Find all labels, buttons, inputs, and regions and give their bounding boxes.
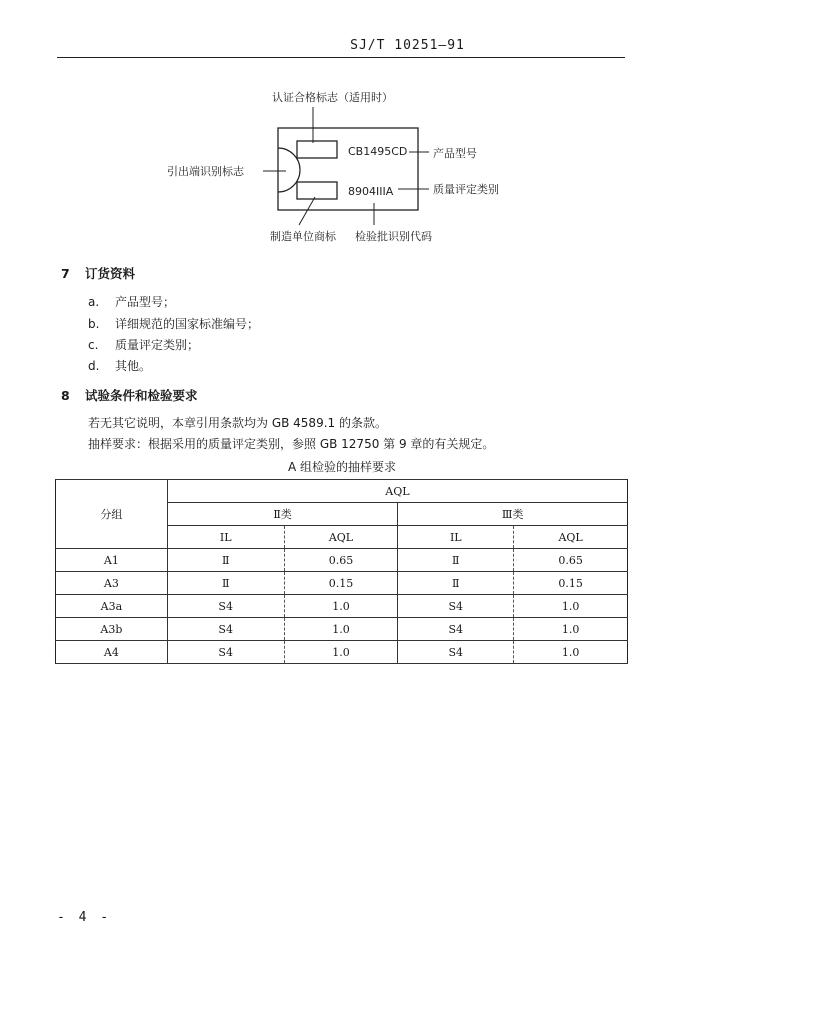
header-il-class-2: IL	[167, 526, 284, 549]
section-8-title: 试验条件和检验要求	[85, 388, 198, 403]
cell-group: A3b	[56, 618, 168, 641]
page-number: - 4 -	[57, 910, 112, 925]
cell-aql-class-3: 0.15	[514, 572, 628, 595]
label-quality-category: 质量评定类别	[433, 183, 499, 196]
header-group: 分组	[56, 480, 168, 549]
item-label: c.	[88, 338, 99, 352]
maker-mark-box	[297, 182, 337, 199]
cell-il-class-2: S4	[167, 618, 284, 641]
label-certification-mark: 认证合格标志（适用时）	[272, 91, 393, 104]
paragraph-conditions: 若无其它说明，本章引用条款均为 GB 4589.1 的条款。	[88, 416, 387, 430]
label-manufacturer-mark: 制造单位商标	[270, 230, 336, 243]
cell-aql-class-2: 1.0	[284, 595, 398, 618]
cell-il-class-2: S4	[167, 641, 284, 664]
sampling-table	[55, 479, 628, 664]
table-row	[56, 641, 628, 664]
cell-il-class-3: Ⅱ	[398, 572, 514, 595]
item-label: a.	[88, 295, 100, 309]
order-item-c	[88, 336, 199, 353]
cell-il-class-3: S4	[398, 595, 514, 618]
item-label: b.	[88, 317, 100, 331]
marking-diagram	[150, 85, 530, 245]
header-aql: AQL	[167, 480, 627, 503]
table-row	[56, 618, 628, 641]
cell-aql-class-3: 0.65	[514, 549, 628, 572]
leader-line-maker	[299, 197, 315, 225]
table-row	[56, 572, 628, 595]
cert-mark-box	[297, 141, 337, 158]
header-class-3: Ⅲ类	[398, 503, 628, 526]
header-il-class-3: IL	[398, 526, 514, 549]
cell-aql-class-2: 0.15	[284, 572, 398, 595]
label-batch-id: 检验批识别代码	[355, 230, 432, 243]
paragraph-sampling: 抽样要求：根据采用的质量评定类别，参照 GB 12750 第 9 章的有关规定。	[88, 437, 495, 451]
cell-il-class-2: Ⅱ	[167, 572, 284, 595]
model-code-text: CB1495CD	[348, 145, 408, 158]
cell-il-class-3: S4	[398, 618, 514, 641]
cell-aql-class-2: 0.65	[284, 549, 398, 572]
cell-il-class-2: S4	[167, 595, 284, 618]
cell-il-class-2: Ⅱ	[167, 549, 284, 572]
table-row	[56, 595, 628, 618]
item-text: 产品型号；	[115, 295, 176, 309]
header-rule	[57, 57, 625, 58]
label-product-model: 产品型号	[433, 147, 477, 160]
header-aql-class-3: AQL	[514, 526, 628, 549]
cell-group: A4	[56, 641, 168, 664]
table-row	[56, 549, 628, 572]
item-text: 详细规范的国家标准编号；	[115, 317, 260, 331]
order-item-b	[88, 315, 259, 332]
item-label: d.	[88, 359, 100, 373]
section-7-title: 订货资料	[85, 266, 136, 281]
header-class-2: Ⅱ类	[167, 503, 398, 526]
section-7-heading	[61, 264, 135, 282]
order-item-a	[88, 293, 175, 310]
cell-il-class-3: Ⅱ	[398, 549, 514, 572]
label-terminal-id: 引出端识别标志	[167, 165, 244, 178]
order-item-d	[88, 357, 151, 374]
cell-il-class-3: S4	[398, 641, 514, 664]
header-aql-class-2: AQL	[284, 526, 398, 549]
section-8-heading	[61, 386, 198, 404]
cell-group: A3a	[56, 595, 168, 618]
batch-code-text: 8904IIIA	[348, 185, 394, 198]
cell-aql-class-2: 1.0	[284, 641, 398, 664]
cell-group: A3	[56, 572, 168, 595]
item-text: 其他。	[115, 359, 152, 373]
document-code-header: SJ/T 10251—91	[350, 38, 465, 53]
section-7-number: 7	[61, 266, 70, 281]
item-text: 质量评定类别；	[115, 338, 200, 352]
table-caption: A 组检验的抽样要求	[287, 460, 397, 474]
cell-aql-class-3: 1.0	[514, 641, 628, 664]
cell-aql-class-2: 1.0	[284, 618, 398, 641]
cell-aql-class-3: 1.0	[514, 618, 628, 641]
cell-aql-class-3: 1.0	[514, 595, 628, 618]
cell-group: A1	[56, 549, 168, 572]
section-8-number: 8	[61, 388, 70, 403]
